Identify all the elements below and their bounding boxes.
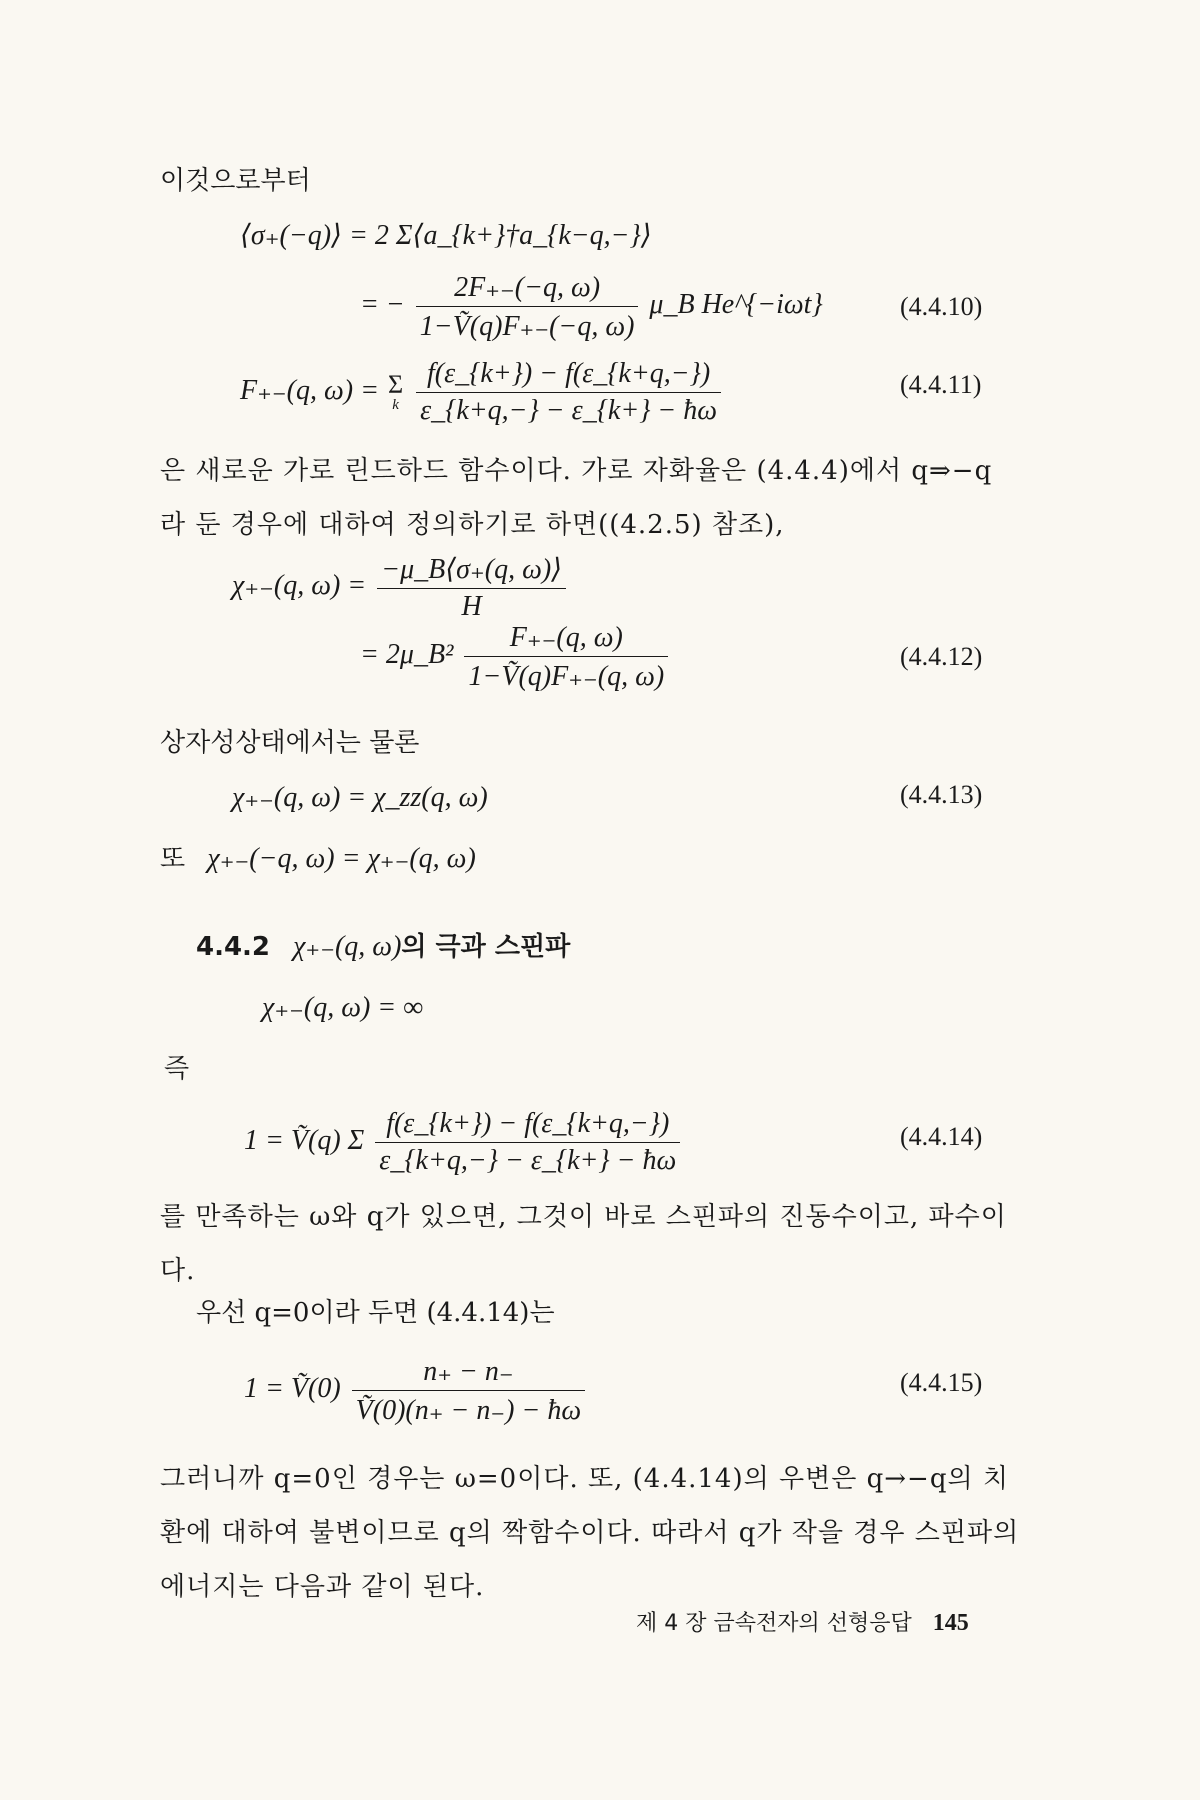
paragraph-5: 그러니까 q=0인 경우는 ω=0이다. 또, (4.4.14)의 우변은 q→−q의 치환에 대하여 불변이므로 q의 짝함수이다. 따라서 q가 작을 경우 스핀파의 에너지는 다음과 같이 된다.: [160, 1464, 1020, 1602]
chapter-title: 제 4 장 금속전자의 선형응답: [636, 1611, 912, 1636]
eq-number-4-4-10: (4.4.10): [900, 292, 983, 321]
eq-15: [244, 1354, 589, 1427]
eq-chi-fraction-2: [464, 620, 668, 693]
eq-sigma-numerator: 2F₊₋(−q, ω): [416, 270, 639, 307]
eq-also-line: [160, 838, 476, 875]
paragraph-3: 를 만족하는 ω와 q가 있으면, 그것이 바로 스핀파의 진동수이고, 파수이다.: [160, 1202, 1007, 1286]
eq-chi-line2: [360, 620, 672, 693]
eq-chi-lhs: χ₊₋(q, ω) =: [232, 569, 367, 601]
eq-chi-numerator-1: −μ_B⟨σ₊(q, ω)⟩: [377, 552, 566, 589]
paragraph-4: 우선 q=0이라 두면 (4.4.14)는: [196, 1298, 555, 1328]
eq-sigma-suffix: μ_B He^{−iωt}: [649, 288, 823, 320]
eq-15-numerator: n₊ − n₋: [352, 1354, 586, 1391]
eq-F-numerator: f(ε_{k+}) − f(ε_{k+q,−}): [416, 358, 721, 393]
eq-chi-line1: [232, 552, 570, 623]
eq-chi-prefix: = 2μ_B²: [360, 638, 454, 670]
eq-number-4-4-13: (4.4.13): [900, 780, 983, 809]
eq-sigma-line1: [240, 218, 652, 252]
eq-number-4-4-15: (4.4.15): [900, 1368, 983, 1397]
section-title-math: χ₊₋(q, ω): [293, 931, 402, 962]
eq-14-lhs: 1 = Ṽ(q) Σ: [244, 1124, 365, 1156]
eq-number-4-4-12: (4.4.12): [900, 642, 983, 671]
eq-chi-numerator-2: F₊₋(q, ω): [464, 620, 668, 657]
that-is-word: 즉: [164, 1054, 190, 1084]
eq-chi-denominator-1: H: [461, 591, 482, 622]
eq-13: χ₊₋(q, ω) = χ_zz(q, ω): [232, 782, 488, 813]
eq-F: [240, 358, 725, 427]
eq-14-fraction: [375, 1108, 680, 1177]
section-title-text: 의 극과 스핀파: [401, 932, 571, 962]
eq-F-lhs: F₊₋(q, ω) =: [240, 374, 379, 406]
eq-number-4-4-14: (4.4.14): [900, 1122, 983, 1151]
eq-F-denominator: ε_{k+q,−} − ε_{k+} − ħω: [420, 395, 718, 426]
page-footer: [636, 1606, 969, 1637]
eq-sigma-fraction: [416, 270, 639, 343]
eq-sigma-denominator: 1−Ṽ(q)F₊₋(−q, ω): [419, 311, 635, 342]
eq-chi-denominator-2: 1−Ṽ(q)F₊₋(q, ω): [468, 661, 665, 692]
eq-also-text: χ₊₋(−q, ω) = χ₊₋(q, ω): [207, 843, 476, 874]
paragraph-1: 은 새로운 가로 린드하드 함수이다. 가로 자화율은 (4.4.4)에서 q⇒−q 라 둔 경우에 대하여 정의하기로 하면((4.2.5) 참조),: [160, 456, 993, 540]
section-heading: [196, 926, 570, 963]
eq-chi-fraction-1: [377, 552, 566, 623]
eq-sigma-line2: [360, 270, 823, 343]
intro-text: 이것으로부터: [160, 166, 311, 196]
eq-F-fraction: [416, 358, 721, 427]
eq-sigma-prefix: = −: [360, 288, 405, 320]
eq-sigma-rhs: = 2 Σ⟨a_{k+}†a_{k−q,−}⟩: [348, 220, 652, 251]
eq-infinity: χ₊₋(q, ω) = ∞: [262, 992, 424, 1023]
section-number: 4.4.2: [196, 932, 271, 962]
eq-14-denominator: ε_{k+q,−} − ε_{k+} − ħω: [379, 1145, 677, 1176]
sum-symbol: Σ k: [387, 370, 404, 413]
eq-14: [244, 1108, 684, 1177]
page-number: 145: [932, 1610, 969, 1636]
eq-number-4-4-11: (4.4.11): [900, 370, 982, 399]
eq-15-denominator: Ṽ(0)(n₊ − n₋) − ħω: [355, 1395, 582, 1426]
eq-also-prefix: 또: [160, 844, 186, 874]
eq-15-fraction: [352, 1354, 586, 1427]
eq-sigma-lhs: ⟨σ₊(−q)⟩: [240, 220, 342, 251]
eq-15-lhs: 1 = Ṽ(0): [244, 1372, 341, 1404]
eq-14-numerator: f(ε_{k+}) − f(ε_{k+q,−}): [375, 1108, 680, 1143]
paragraph-2: 상자성상태에서는 물론: [160, 728, 420, 758]
